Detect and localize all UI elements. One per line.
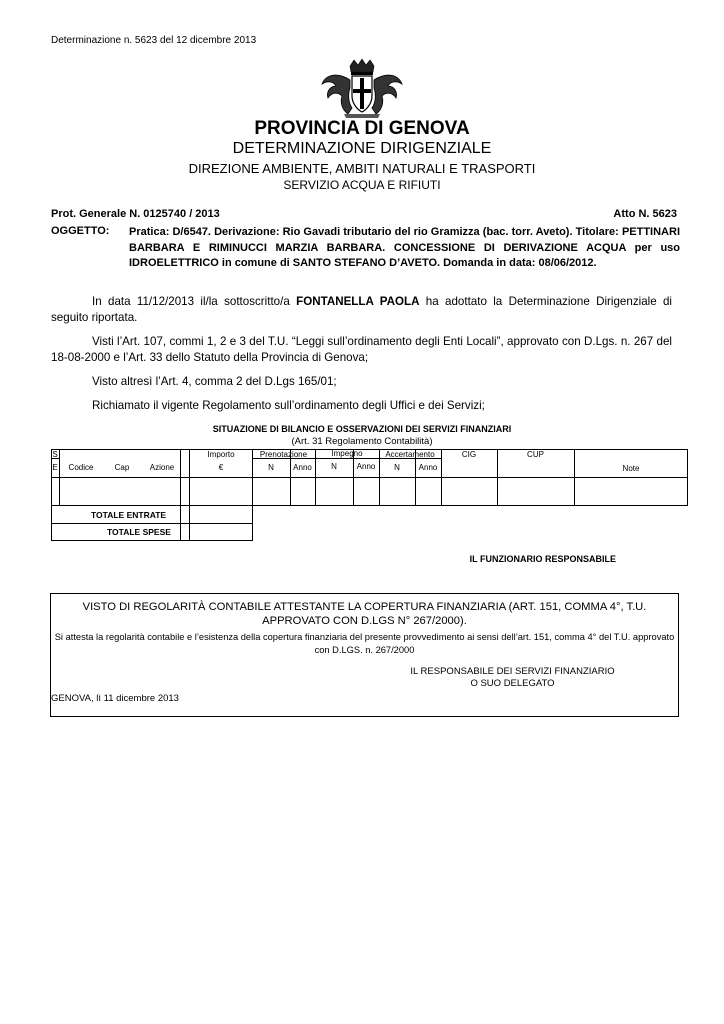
- direction-name: DIREZIONE AMBIENTE, AMBITI NATURALI E TRASPORTI: [188, 161, 536, 176]
- header-accertamento-anno: Anno: [418, 463, 438, 472]
- header-accertamento: Accertamento: [385, 450, 435, 459]
- visto-text: Si attesta la regolarità contabile e l’esistenza della copertura finanziaria del presente provvedimento ai sensi dell’art. 151, comma 4° del T.U. approvato con D.LGS. n. 267/2000: [54, 632, 675, 655]
- signatory-name: FONTANELLA PAOLA: [296, 295, 420, 308]
- funzionario-responsabile: IL FUNZIONARIO RESPONSABILE: [469, 554, 616, 564]
- atto-number: Atto N. 5623: [613, 208, 677, 220]
- header-euro: €: [218, 463, 224, 472]
- protocol-number: Prot. Generale N. 0125740 / 2013: [51, 208, 220, 220]
- financial-table: [51, 449, 688, 506]
- visto-title: VISTO DI REGOLARITÀ CONTABILE ATTESTANTE LA COPERTURA FINANZIARIA (ART. 151, COMMA 4°, T.U. APPROVATO CON D.LGS N° 267/2000).: [82, 601, 647, 627]
- totals-table: [51, 506, 253, 541]
- responsabile-label: IL RESPONSABILE DEI SERVIZI FINANZIARIO: [410, 666, 615, 677]
- header-reference: Determinazione n. 5623 del 12 dicembre 2013: [51, 35, 257, 46]
- header-s: S: [52, 450, 58, 459]
- header-codice: Codice: [68, 463, 94, 472]
- header-impegno-n: N: [331, 462, 337, 471]
- paragraph-visto-altresi: Visto altresì l’Art. 4, comma 2 del D.Lgs 165/01;: [92, 375, 337, 388]
- service-name: SERVIZIO ACQUA E RIFIUTI: [283, 178, 441, 192]
- header-prenotazione-n: N: [268, 463, 274, 472]
- header-cig: CIG: [461, 450, 477, 459]
- header-note: Note: [622, 464, 640, 473]
- table-subtitle: (Art. 31 Regolamento Contabilità): [291, 436, 433, 447]
- header-cap: Cap: [114, 463, 130, 472]
- header-e: E: [52, 463, 58, 472]
- coat-of-arms-emblem: [318, 58, 406, 120]
- paragraph-visti: Visti l’Art. 107, commi 1, 2 e 3 del T.U. “Leggi sull’ordinamento degli Enti Locali”, approvato con D.Lgs. n. 267 del 18-08-2000 e l’Art. 33 dello Statuto della Provincia di Genova;: [51, 335, 672, 364]
- header-azione: Azione: [149, 463, 175, 472]
- header-cup: CUP: [527, 450, 544, 459]
- header-impegno: Impegno: [331, 449, 363, 458]
- totale-entrate-label: TOTALE ENTRATE: [91, 510, 167, 520]
- header-prenotazione-anno: Anno: [293, 463, 312, 472]
- oggetto-text: Pratica: D/6547. Derivazione: Rio Gavadi tributario del rio Gramizza (bac. torr. Aveto). Titolare: PETTINARI BARBARA E RIMINUCCI MARZIA BARBARA. CONCESSIONE DI DERIVAZIONE ACQUA per uso IDROELETTRICO in comune di SANTO STEFANO D’AVETO. Domanda in data: 08/06/2012.: [129, 226, 680, 269]
- page-title: PROVINCIA DI GENOVA: [254, 118, 470, 139]
- header-accertamento-n: N: [394, 463, 400, 472]
- table-title: SITUAZIONE DI BILANCIO E OSSERVAZIONI DEI SERVIZI FINANZIARI: [212, 424, 512, 434]
- document-type: DETERMINAZIONE DIRIGENZIALE: [232, 140, 492, 157]
- date-line: GENOVA, lì 11 dicembre 2013: [51, 693, 179, 704]
- delegato-label: O SUO DELEGATO: [470, 678, 555, 689]
- paragraph-richiamato: Richiamato il vigente Regolamento sull’ordinamento degli Uffici e dei Servizi;: [92, 399, 485, 412]
- header-prenotazione: Prenotazione: [259, 450, 308, 459]
- paragraph-adoption: [51, 294, 672, 325]
- paragraph-adoption-lead: In data 11/12/2013 il/la sottoscritto/a: [92, 295, 297, 308]
- header-importo: Importo: [207, 450, 235, 459]
- header-impegno-anno: Anno: [356, 462, 376, 471]
- totale-spese-label: TOTALE SPESE: [107, 527, 171, 537]
- paragraph-adoption-tail: ha adottato la Determinazione Dirigenziale di seguito riportata.: [51, 295, 673, 324]
- oggetto-label: OGGETTO:: [51, 225, 110, 237]
